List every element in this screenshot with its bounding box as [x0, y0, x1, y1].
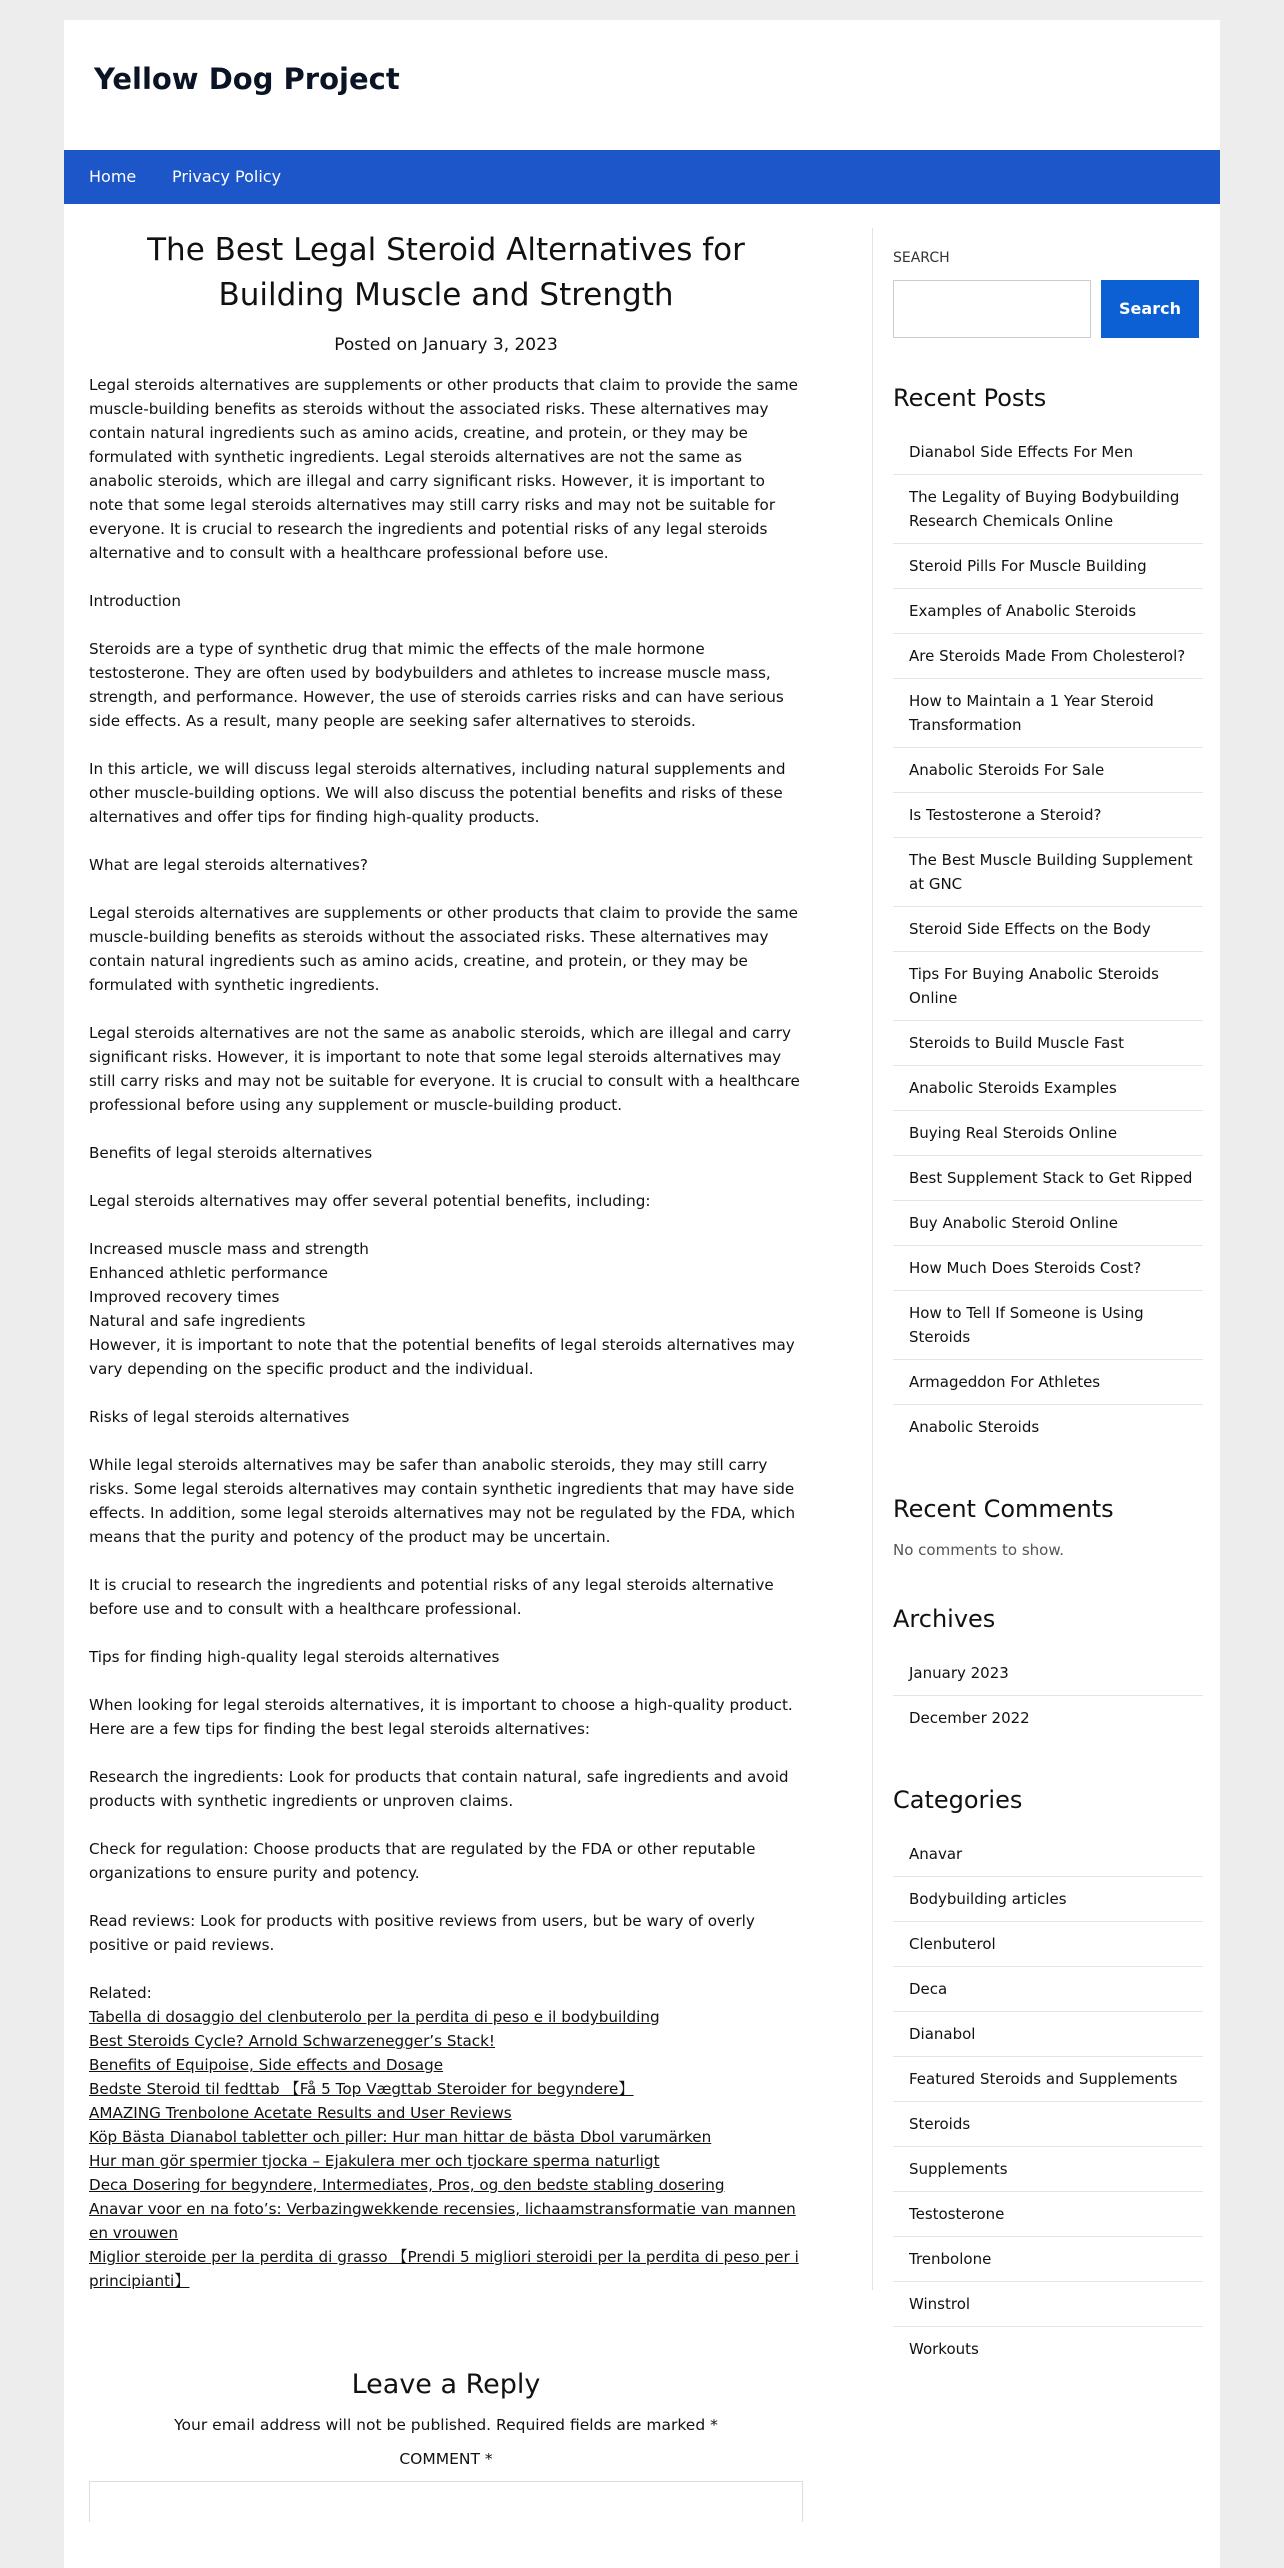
recent-post-link[interactable]: Is Testosterone a Steroid?	[893, 793, 1203, 838]
recent-post-link[interactable]: Steroids to Build Muscle Fast	[893, 1021, 1203, 1066]
post-meta: Posted on January 3, 2023	[334, 335, 558, 355]
search-label: SEARCH	[893, 250, 950, 266]
recent-post-link[interactable]: Steroid Side Effects on the Body	[893, 907, 1203, 952]
recent-posts-list	[893, 430, 1203, 1449]
section-heading: What are legal steroids alternatives?	[89, 856, 368, 874]
category-link[interactable]: Steroids	[893, 2102, 1203, 2147]
category-link[interactable]: Featured Steroids and Supplements	[893, 2057, 1203, 2102]
no-comments-text: No comments to show.	[893, 1541, 1064, 1559]
section-heading: Risks of legal steroids alternatives	[89, 1408, 350, 1426]
reply-title: Leave a Reply	[351, 2369, 541, 2400]
recent-post-link[interactable]: Best Supplement Stack to Get Ripped	[893, 1156, 1203, 1201]
related-link[interactable]: Deca Dosering for begyndere, Intermediates, Pros, og den bedste stabling dosering	[89, 2176, 725, 2194]
search-button[interactable]: Search	[1101, 280, 1199, 338]
recent-post-link[interactable]: Anabolic Steroids For Sale	[893, 748, 1203, 793]
site-header	[64, 20, 1220, 150]
related-link[interactable]: Tabella di dosaggio del clenbuterolo per la perdita di peso e il bodybuilding	[89, 2008, 660, 2026]
recent-posts-title: Recent Posts	[893, 384, 1047, 412]
recent-post-link[interactable]: Buy Anabolic Steroid Online	[893, 1201, 1203, 1246]
recent-post-link[interactable]: The Best Muscle Building Supplement at GNC	[893, 838, 1203, 907]
benefit-item: Increased muscle mass and strength	[89, 1240, 369, 1258]
reply-note: Your email address will not be published. Required fields are marked *	[174, 2416, 718, 2434]
recent-post-link[interactable]: Anabolic Steroids	[909, 1418, 1040, 1436]
related-link[interactable]: AMAZING Trenbolone Acetate Results and User Reviews	[89, 2104, 512, 2122]
search-form	[893, 280, 1203, 338]
related-link[interactable]: Anavar voor en na foto’s: Verbazingwekkende recensies, lichaamstransformatie van mannen en vrouwen	[89, 2200, 796, 2242]
paragraph: When looking for legal steroids alternatives, it is important to choose a high-quality product. Here are a few tips for finding the best legal steroids alternatives:	[89, 1696, 793, 1738]
paragraph: It is crucial to research the ingredients and potential risks of any legal steroids alternative before use and to consult with a healthcare professional.	[89, 1576, 774, 1618]
category-link[interactable]: Workouts	[909, 2340, 979, 2358]
category-link[interactable]: Deca	[893, 1967, 1203, 2012]
paragraph: Steroids are a type of synthetic drug that mimic the effects of the male hormone testosterone. They are often used by bodybuilders and athletes to increase muscle mass, strength, and performance. However, the use of steroids carries risks and can have serious side effects. As a result, many people are seeking safer alternatives to steroids.	[89, 640, 784, 730]
archives-list	[893, 1651, 1203, 1740]
leave-reply-section	[89, 2369, 803, 2522]
category-link[interactable]: Anavar	[893, 1832, 1203, 1877]
post-title: The Best Legal Steroid Alternatives for Building Muscle and Strength	[147, 232, 745, 313]
paragraph: Check for regulation: Choose products that are regulated by the FDA or other reputable organizations to ensure purity and potency.	[89, 1840, 756, 1882]
paragraph: Research the ingredients: Look for products that contain natural, safe ingredients and avoid products with synthetic ingredients or unproven claims.	[89, 1768, 789, 1810]
related-link[interactable]: Hur man gör spermier tjocka – Ejakulera mer och tjockare sperma naturligt	[89, 2152, 660, 2170]
paragraph: Legal steroids alternatives are supplements or other products that claim to provide the same muscle-building benefits as steroids without the associated risks. These alternatives may contain natural ingredients such as amino acids, creatine, and protein, or they may be formulated with synthetic ingredients.	[89, 904, 798, 994]
sidebar-divider	[872, 228, 873, 2290]
related-link[interactable]: Benefits of Equipoise, Side effects and Dosage	[89, 2056, 444, 2074]
paragraph: Legal steroids alternatives are not the same as anabolic steroids, which are illegal and carry significant risks. However, it is important to note that some legal steroids alternatives may still carry risks and may not be suitable for everyone. It is crucial to consult with a healthcare professional before using any supplement or muscle-building product.	[89, 1024, 800, 1114]
benefit-item: Improved recovery times	[89, 1288, 280, 1306]
category-link[interactable]: Clenbuterol	[893, 1922, 1203, 1967]
paragraph: Legal steroids alternatives are supplements or other products that claim to provide the same muscle-building benefits as steroids without the associated risks. These alternatives may contain natural ingredients such as amino acids, creatine, and protein, or they may be formulated with synthetic ingredients. Legal steroids alternatives are not the same as anabolic steroids, which are illegal and carry significant risks. However, it is important to note that some legal steroids alternatives may still carry risks and may not be suitable for everyone. It is crucial to research the ingredients and potential risks of any legal steroids alternative and to consult with a healthcare professional before use.	[89, 376, 798, 562]
archives-title: Archives	[893, 1605, 996, 1633]
recent-post-link[interactable]: The Legality of Buying Bodybuilding Research Chemicals Online	[893, 475, 1203, 544]
post-content	[89, 373, 803, 2293]
categories-title: Categories	[893, 1786, 1023, 1814]
paragraph: Read reviews: Look for products with positive reviews from users, but be wary of overly positive or paid reviews.	[89, 1912, 755, 1954]
recent-post-link[interactable]: How to Tell If Someone is Using Steroids	[893, 1291, 1203, 1360]
category-link[interactable]: Bodybuilding articles	[893, 1877, 1203, 1922]
recent-comments-title: Recent Comments	[893, 1495, 1114, 1523]
category-link[interactable]: Trenbolone	[893, 2237, 1203, 2282]
category-link[interactable]: Testosterone	[893, 2192, 1203, 2237]
search-input[interactable]	[893, 280, 1091, 338]
related-link[interactable]: Best Steroids Cycle? Arnold Schwarzenegger’s Stack!	[89, 2032, 496, 2050]
paragraph: However, it is important to note that the potential benefits of legal steroids alternatives may vary depending on the specific product and the individual.	[89, 1336, 795, 1378]
main-content	[89, 228, 803, 2522]
recent-post-link[interactable]: Are Steroids Made From Cholesterol?	[893, 634, 1203, 679]
recent-post-link[interactable]: Dianabol Side Effects For Men	[893, 430, 1203, 475]
sidebar	[893, 228, 1203, 2371]
main-nav	[64, 150, 1220, 204]
nav-home[interactable]: Home	[89, 167, 137, 186]
related-link[interactable]: Miglior steroide per la perdita di grasso 【Prendi 5 migliori steroidi per la perdita di peso per i principianti】	[89, 2248, 799, 2290]
category-link[interactable]: Winstrol	[893, 2282, 1203, 2327]
comment-textarea[interactable]	[89, 2481, 803, 2522]
recent-post-link[interactable]: Buying Real Steroids Online	[893, 1111, 1203, 1156]
recent-post-link[interactable]: Armageddon For Athletes	[893, 1360, 1203, 1405]
recent-post-link[interactable]: Tips For Buying Anabolic Steroids Online	[893, 952, 1203, 1021]
related-links	[89, 1981, 803, 2293]
recent-post-link[interactable]: How to Maintain a 1 Year Steroid Transformation	[893, 679, 1203, 748]
related-label: Related:	[89, 1984, 152, 2002]
paragraph: While legal steroids alternatives may be safer than anabolic steroids, they may still carry risks. Some legal steroids alternatives may contain synthetic ingredients that may have side effects. In addition, some legal steroids alternatives may not be regulated by the FDA, which means that the purity and potency of the product may be uncertain.	[89, 1456, 796, 1546]
section-heading: Introduction	[89, 592, 181, 610]
categories-list	[893, 1832, 1203, 2371]
recent-post-link[interactable]: Anabolic Steroids Examples	[893, 1066, 1203, 1111]
benefit-item: Natural and safe ingredients	[89, 1312, 306, 1330]
nav-privacy-policy[interactable]: Privacy Policy	[172, 167, 282, 186]
section-heading: Benefits of legal steroids alternatives	[89, 1144, 373, 1162]
page	[64, 20, 1220, 2568]
recent-post-link[interactable]: Examples of Anabolic Steroids	[893, 589, 1203, 634]
archive-link[interactable]: January 2023	[893, 1651, 1203, 1696]
comment-label: COMMENT *	[399, 2450, 493, 2468]
recent-post-link[interactable]: Steroid Pills For Muscle Building	[893, 544, 1203, 589]
benefit-item: Enhanced athletic performance	[89, 1264, 329, 1282]
section-heading: Tips for finding high-quality legal steroids alternatives	[89, 1648, 500, 1666]
category-link[interactable]: Supplements	[893, 2147, 1203, 2192]
recent-post-link[interactable]: How Much Does Steroids Cost?	[893, 1246, 1203, 1291]
related-link[interactable]: Bedste Steroid til fedttab 【Få 5 Top Vægttab Steroider for begyndere】	[89, 2080, 634, 2098]
related-link[interactable]: Köp Bästa Dianabol tabletter och piller: Hur man hittar de bästa Dbol varumärken	[89, 2128, 712, 2146]
archive-link[interactable]: December 2022	[909, 1709, 1030, 1727]
site-title[interactable]: Yellow Dog Project	[94, 62, 400, 96]
paragraph: In this article, we will discuss legal steroids alternatives, including natural supplements and other muscle-building options. We will also discuss the potential benefits and risks of these alternatives and offer tips for finding high-quality products.	[89, 760, 786, 826]
category-link[interactable]: Dianabol	[893, 2012, 1203, 2057]
paragraph: Legal steroids alternatives may offer several potential benefits, including:	[89, 1192, 651, 1210]
